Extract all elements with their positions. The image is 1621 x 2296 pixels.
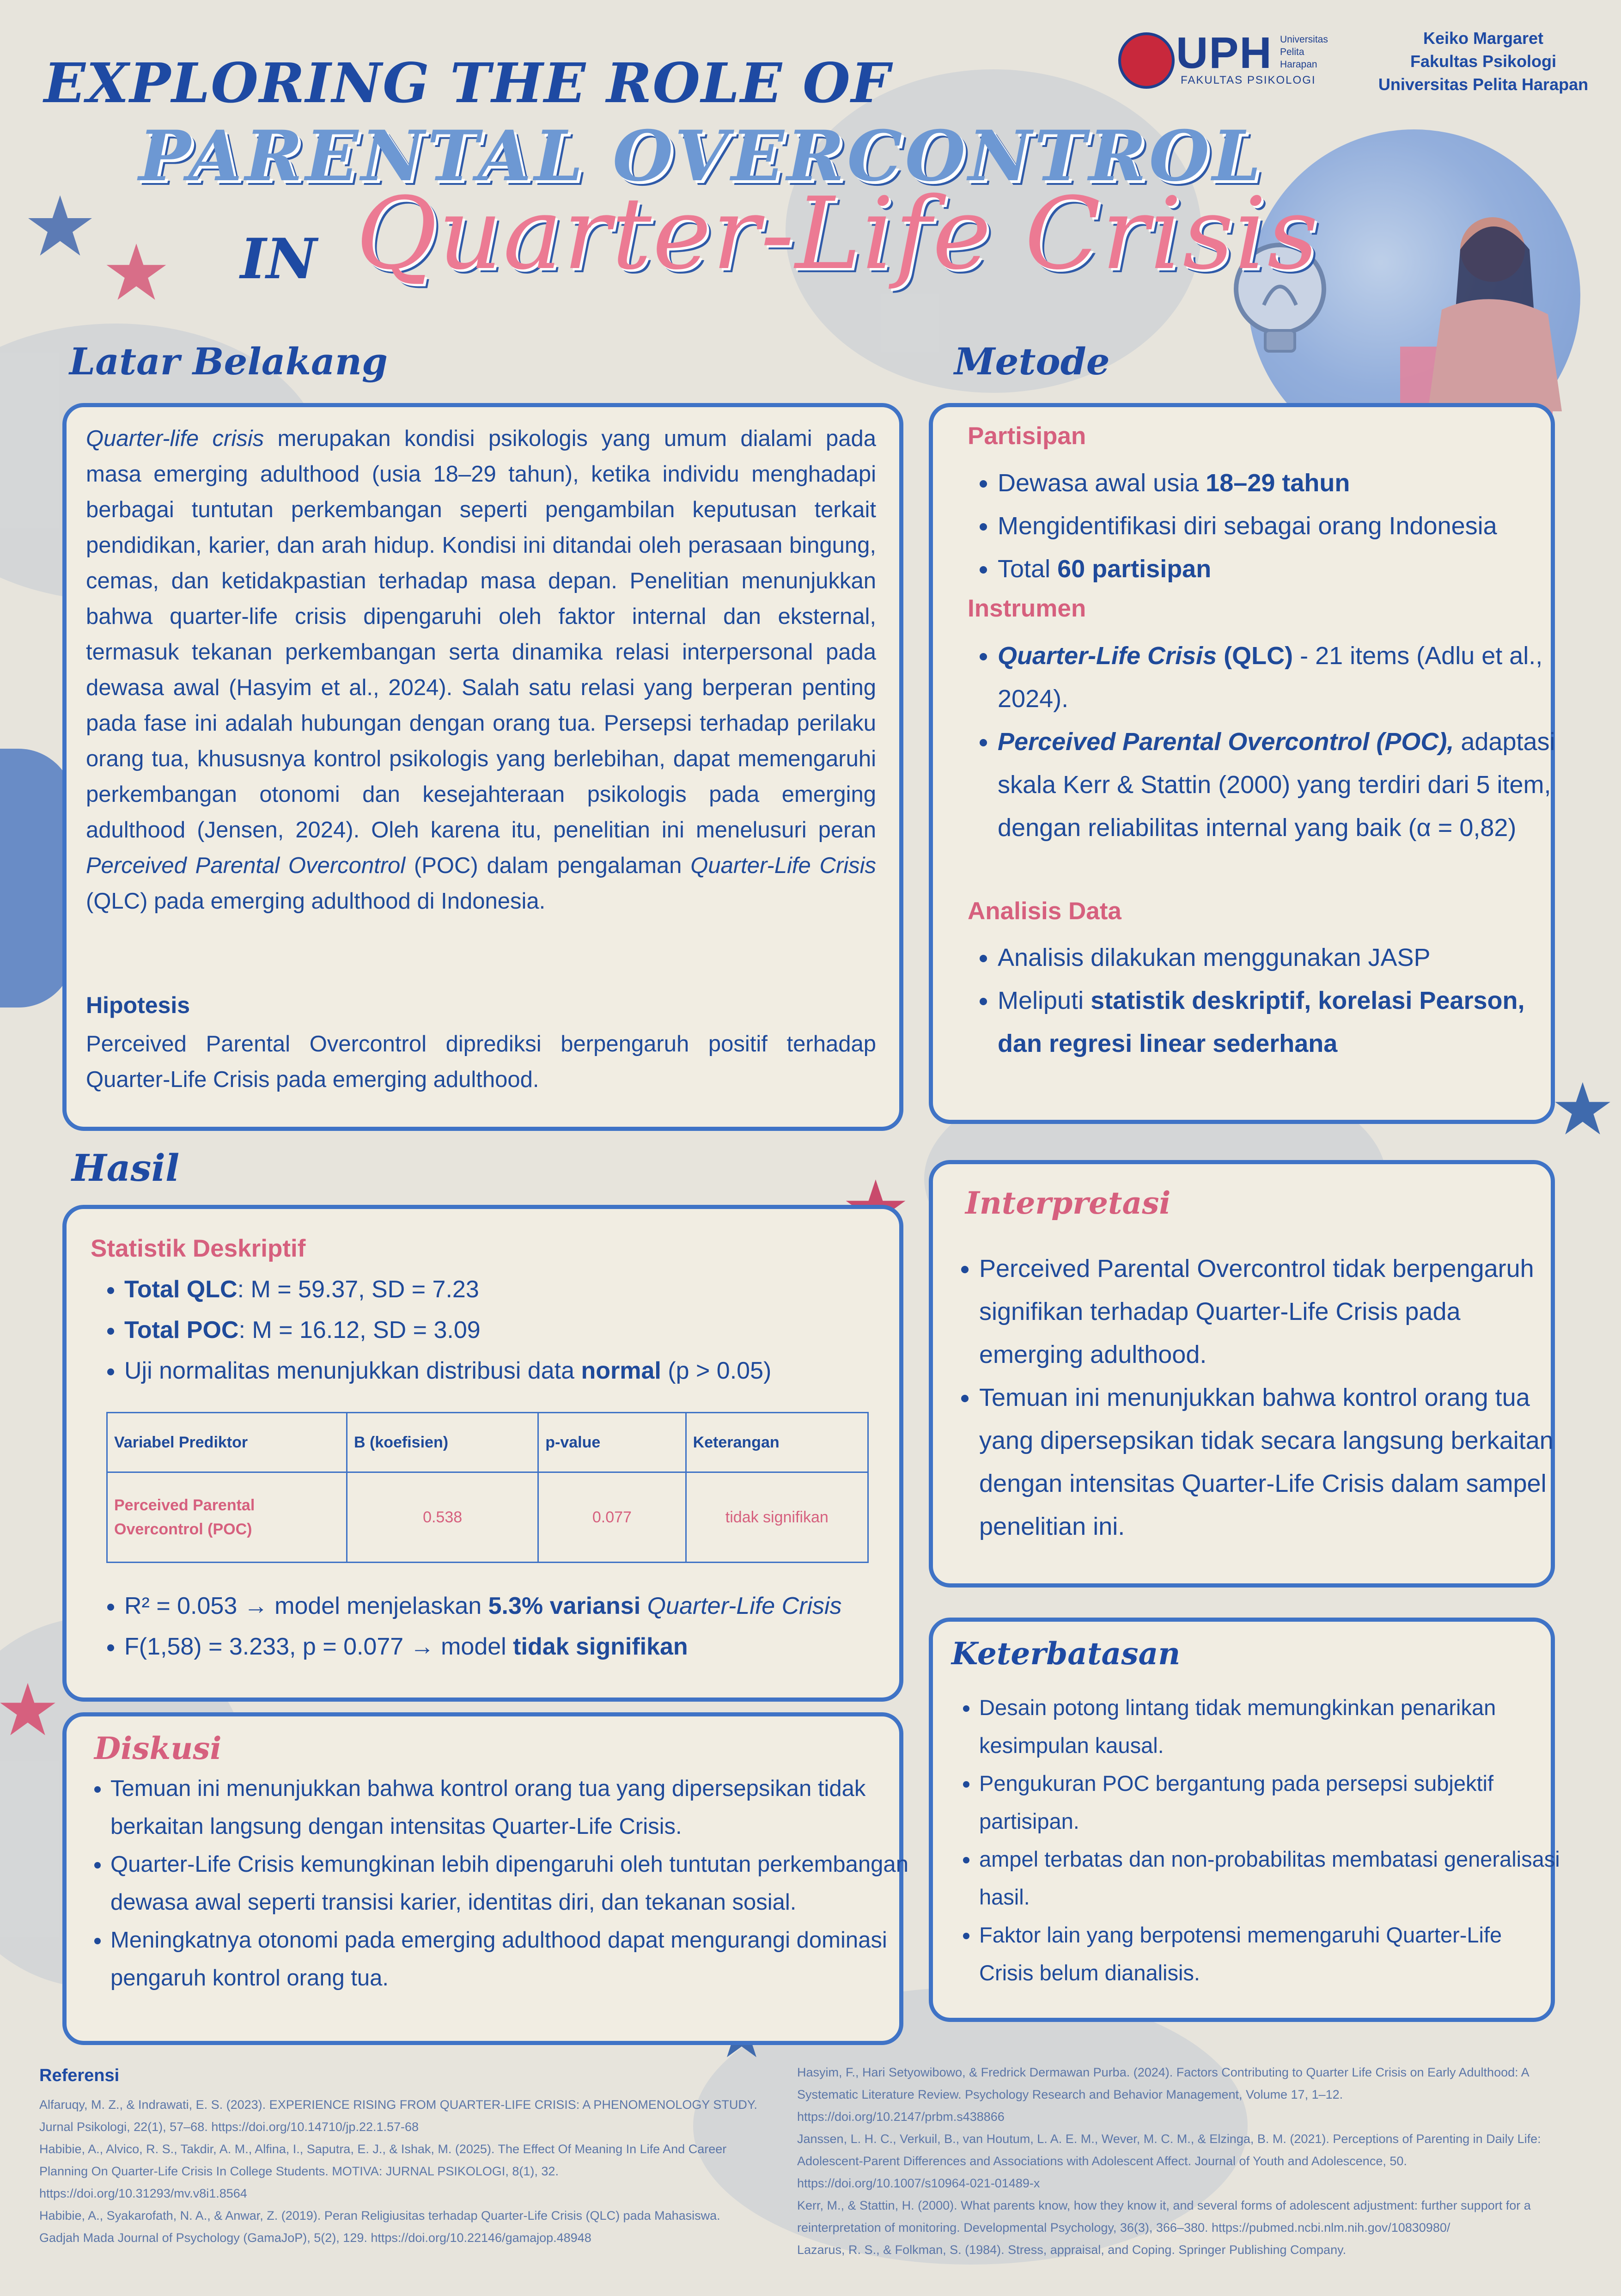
latar-text-a: merupakan kondisi psikologis yang umum dialami pada masa emerging adulthood (usia 18–29 tahun), ketika individu menghadapi berbagai tuntutan perkembangan seperti pengambilan keputusan terkait pendidikan, karier, dan arah hidup. Kondisi ini ditandai oleh perasaan bingung, cemas, dan ketidakpastian terhadap masa depan. Penelitian menunjukkan bahwa quarter-life crisis dipengaruhi oleh faktor internal dan eksternal, termasuk tekanan perkembangan serta dinamika relasi interpersonal pada dewasa awal (Hasyim et al., 2024). Salah satu relasi yang berperan penting pada fase ini adalah hubungan dengan orang tua. Persepsi terhadap perilaku orang tua, khususnya kontrol psikologis yang berlebihan, dapat memengaruhi perkembangan otonomi dan kesejahteraan psikologis pada emerging adulthood (Jensen, 2024). Oleh karena itu, penelitian ini menelusuri peran bbox=[86, 426, 876, 843]
ref-line: Hasyim, F., Hari Setyowibowo, & Fredrick Dermawan Purba. (2024). Factors Contributing to Quarter Life Crisis on Early Adulthood: A bbox=[797, 2065, 1530, 2079]
statistik-heading: Statistik Deskriptif bbox=[91, 1235, 306, 1262]
uph-logo-subtext: Universitas Pelita Harapan bbox=[1280, 34, 1328, 70]
qlc-name: Quarter-Life Crisis bbox=[998, 642, 1217, 670]
latar-text-c: (QLC) pada emerging adulthood di Indonesia. bbox=[86, 889, 546, 914]
ref-line: https://doi.org/10.2147/prbm.s438866 bbox=[797, 2110, 1005, 2124]
regression-table bbox=[106, 1412, 869, 1563]
ref-line: Planning On Quarter-Life Crisis In College Students. MOTIVA: JURNAL PSIKOLOGI, 8(1), 32. bbox=[39, 2164, 559, 2178]
qlc-label: Total QLC bbox=[124, 1276, 238, 1303]
latar-italic-2: Perceived Parental Overcontrol bbox=[86, 853, 406, 878]
keterbatasan-heading: Keterbatasan bbox=[951, 1636, 1181, 1672]
list-item: • Pengukuran POC bergantung pada persepsi subjektif partisipan. bbox=[979, 1765, 1561, 1840]
statistik-list bbox=[92, 1269, 901, 1391]
partisipan-heading: Partisipan bbox=[968, 422, 1086, 450]
list-item: • ampel terbatas dan non-probabilitas membatasi generalisasi hasil. bbox=[979, 1840, 1561, 1916]
metode-box bbox=[929, 403, 1555, 1124]
normality-text: Uji normalitas menunjukkan distribusi data bbox=[124, 1357, 581, 1384]
star-icon bbox=[25, 192, 95, 261]
list-item: • Perceived Parental Overcontrol tidak berpengaruh signifikan terhadap Quarter-Life Crisis pada emerging adulthood. bbox=[979, 1247, 1561, 1376]
table-cell: 0.538 bbox=[347, 1472, 538, 1563]
star-icon bbox=[1553, 1079, 1613, 1139]
item-text: Dewasa awal usia bbox=[998, 469, 1206, 497]
ref-line: Gadjah Mada Journal of Psychology (GamaJoP), 5(2), 129. https://doi.org/10.22146/gamajop.48948 bbox=[39, 2231, 591, 2245]
analisis-list bbox=[965, 936, 1566, 1065]
ref-line: Systematic Literature Review. Psychology Research and Behavior Management, Volume 17, 1–12. bbox=[797, 2088, 1343, 2101]
latar-italic-3: Quarter-Life Crisis bbox=[690, 853, 876, 878]
referensi-heading: Referensi bbox=[39, 2066, 120, 2085]
list-item: • Temuan ini menunjukkan bahwa kontrol orang tua yang dipersepsikan tidak berkaitan langsung dengan intensitas Quarter-Life Crisis. bbox=[110, 1770, 910, 1845]
star-icon bbox=[0, 1680, 58, 1740]
ref-line: https://doi.org/10.1007/s10964-021-01489-x bbox=[797, 2176, 1040, 2190]
latar-heading: Latar Belakang bbox=[69, 340, 388, 383]
qlc-stats: : M = 59.37, SD = 7.23 bbox=[237, 1276, 479, 1303]
ref-line: Jurnal Psikologi, 22(1), 57–68. https://doi.org/10.14710/jp.22.1.57-68 bbox=[39, 2120, 419, 2134]
ref-line: reinterpretation of monitoring. Developmental Psychology, 36(3), 366–380. https://pubmed.ncbi.nlm.nih.gov/10830980/ bbox=[797, 2221, 1450, 2235]
poc-stats: : M = 16.12, SD = 3.09 bbox=[238, 1317, 481, 1343]
title-line-2: PARENTAL OVERCONTROL bbox=[139, 116, 1264, 197]
latar-text-b: (POC) dalam pengalaman bbox=[405, 853, 691, 878]
item-bold: 18–29 tahun bbox=[1206, 469, 1350, 497]
list-item bbox=[124, 1269, 901, 1310]
uph-logo-text: UPH bbox=[1176, 28, 1273, 78]
table-header: p-value bbox=[538, 1413, 686, 1472]
poc-name: Perceived Parental Overcontrol (POC), bbox=[998, 728, 1454, 756]
r2-italic: Quarter-Life Crisis bbox=[640, 1593, 842, 1619]
uph-faculty-label: FAKULTAS PSIKOLOGI bbox=[1181, 74, 1316, 86]
list-item bbox=[998, 979, 1566, 1065]
referensi-right bbox=[797, 2061, 1610, 2261]
author-name: Keiko Margaret bbox=[1423, 29, 1544, 48]
list-item bbox=[124, 1350, 901, 1391]
ref-line: Habibie, A., Alvico, R. S., Takdir, A. M., Alfina, I., Saputra, E. J., & Ishak, M. (2025). The Effect Of Meaning In Life And Career bbox=[39, 2142, 727, 2156]
title-line-1: EXPLORING THE ROLE OF bbox=[44, 51, 891, 115]
instrumen-heading: Instrumen bbox=[968, 595, 1086, 622]
r2-text: R² = 0.053 → model menjelaskan bbox=[124, 1593, 488, 1619]
list-item bbox=[998, 505, 1566, 548]
table-cell: tidak signifikan bbox=[686, 1472, 868, 1563]
uph-seal-logo bbox=[1118, 32, 1175, 89]
interpretasi-heading: Interpretasi bbox=[965, 1185, 1171, 1221]
poc-label: Total POC bbox=[124, 1317, 239, 1343]
table-header: Keterangan bbox=[686, 1413, 868, 1472]
ref-line: Habibie, A., Syakarofath, N. A., & Anwar, Z. (2019). Peran Religiusitas terhadap Quarter-Life Crisis (QLC) pada Mahasiswa. bbox=[39, 2209, 720, 2223]
r2-bold: 5.3% variansi bbox=[488, 1593, 641, 1619]
latar-paragraph bbox=[86, 421, 876, 919]
list-item: • Temuan ini menunjukkan bahwa kontrol orang tua yang dipersepsikan tidak secara langsung berkaitan dengan intensitas Quarter-Life Crisis dalam sampel penelitian ini. bbox=[979, 1376, 1561, 1548]
qlc-abbr: (QLC) bbox=[1217, 642, 1293, 670]
table-cell: 0.077 bbox=[538, 1472, 686, 1563]
hasil-heading: Hasil bbox=[72, 1146, 180, 1190]
list-item bbox=[998, 548, 1566, 591]
f-text: F(1,58) = 3.233, p = 0.077 → model bbox=[124, 1633, 513, 1660]
table-cell: Perceived Parental Overcontrol (POC) bbox=[107, 1472, 347, 1563]
item-bold: 60 partisipan bbox=[1057, 555, 1212, 583]
list-item: • Quarter-Life Crisis kemungkinan lebih dipengaruhi oleh tuntutan perkembangan dewasa awal seperti transisi karier, identitas diri, dan tekanan sosial. bbox=[110, 1845, 910, 1921]
list-item: • Meningkatnya otonomi pada emerging adulthood dapat mengurangi dominasi pengaruh kontrol orang tua. bbox=[110, 1921, 910, 1997]
interpretasi-list bbox=[947, 1247, 1561, 1548]
keterbatasan-list bbox=[947, 1689, 1561, 1992]
table-header-row bbox=[107, 1413, 868, 1472]
list-item bbox=[998, 721, 1566, 849]
list-item bbox=[124, 1310, 901, 1350]
author-university: Universitas Pelita Harapan bbox=[1378, 75, 1589, 94]
author-block bbox=[1354, 27, 1613, 96]
list-item: • Analisis dilakukan menggunakan JASP bbox=[998, 936, 1566, 979]
f-bold: tidak signifikan bbox=[513, 1633, 688, 1660]
item-bold: statistik deskriptif, korelasi Pearson, dan regresi linear sederhana bbox=[998, 987, 1525, 1057]
table-header: B (koefisien) bbox=[347, 1413, 538, 1472]
ref-line: Adolescent-Parent Differences and Associations with Adolescent Affect. Journal of Youth and Adolescence, 50. bbox=[797, 2154, 1407, 2168]
ref-line: Janssen, L. H. C., Verkuil, B., van Houtum, L. A. E. M., Wever, M. C. M., & Elzinga, B. M. (2021). Perceptions of Parenting in Daily Life: bbox=[797, 2132, 1541, 2146]
list-item bbox=[124, 1586, 901, 1626]
instrumen-list bbox=[965, 635, 1566, 849]
item-text: Mengidentifikasi diri sebagai orang Indonesia bbox=[998, 512, 1497, 540]
list-item bbox=[998, 462, 1566, 505]
latar-italic-1: Quarter-life crisis bbox=[86, 426, 264, 451]
normality-p: (p > 0.05) bbox=[661, 1357, 772, 1384]
table-header: Variabel Prediktor bbox=[107, 1413, 347, 1472]
diskusi-heading: Diskusi bbox=[94, 1730, 222, 1766]
diskusi-list bbox=[78, 1770, 910, 1997]
ref-line: Kerr, M., & Stattin, H. (2000). What parents know, how they know it, and several forms of adolescent adjustment: further support for a bbox=[797, 2198, 1531, 2212]
poc-desc: adaptasi skala Kerr & Stattin (2000) yang terdiri dari 5 item, dengan reliabilitas internal yang baik (α = 0,82) bbox=[998, 728, 1555, 842]
ref-line: Alfaruqy, M. Z., & Indrawati, E. S. (2023). EXPERIENCE RISING FROM QUARTER-LIFE CRISIS: A PHENOMENOLOGY STUDY. bbox=[39, 2098, 757, 2112]
list-item bbox=[998, 635, 1566, 721]
ref-line: Lazarus, R. S., & Folkman, S. (1984). Stress, appraisal, and Coping. Springer Publishing Company. bbox=[797, 2243, 1347, 2257]
partisipan-list bbox=[965, 462, 1566, 591]
ref-line: https://doi.org/10.31293/mv.v8i1.8564 bbox=[39, 2186, 247, 2200]
keterbatasan-box bbox=[929, 1618, 1560, 2022]
item-text: Meliputi bbox=[998, 987, 1091, 1014]
analisis-heading: Analisis Data bbox=[968, 898, 1121, 925]
list-item: • Faktor lain yang berpotensi memengaruhi Quarter-Life Crisis belum dianalisis. bbox=[979, 1916, 1561, 1992]
author-faculty: Fakultas Psikologi bbox=[1410, 52, 1557, 71]
qlc-desc: - 21 items (Adlu et al., 2024). bbox=[998, 642, 1543, 713]
interpretasi-box bbox=[929, 1160, 1555, 1588]
item-text: Total bbox=[998, 555, 1058, 583]
latar-box bbox=[62, 403, 903, 1131]
list-item bbox=[124, 1626, 901, 1667]
hypothesis-heading: Hipotesis bbox=[86, 992, 190, 1018]
star-icon bbox=[104, 240, 169, 305]
model-list bbox=[92, 1586, 901, 1667]
title-script: Quarter-Life Crisis bbox=[356, 176, 1319, 292]
table-row bbox=[107, 1472, 868, 1563]
metode-heading: Metode bbox=[954, 340, 1110, 383]
diskusi-box bbox=[62, 1712, 908, 2045]
hypothesis-text: Perceived Parental Overcontrol diprediksi berpengaruh positif terhadap Quarter-Life Crisis pada emerging adulthood. bbox=[86, 1032, 876, 1092]
title-in: IN bbox=[240, 226, 317, 292]
normality-bold: normal bbox=[581, 1357, 661, 1384]
list-item: • Desain potong lintang tidak memungkinkan penarikan kesimpulan kausal. bbox=[979, 1689, 1561, 1765]
referensi-left bbox=[39, 2094, 797, 2249]
